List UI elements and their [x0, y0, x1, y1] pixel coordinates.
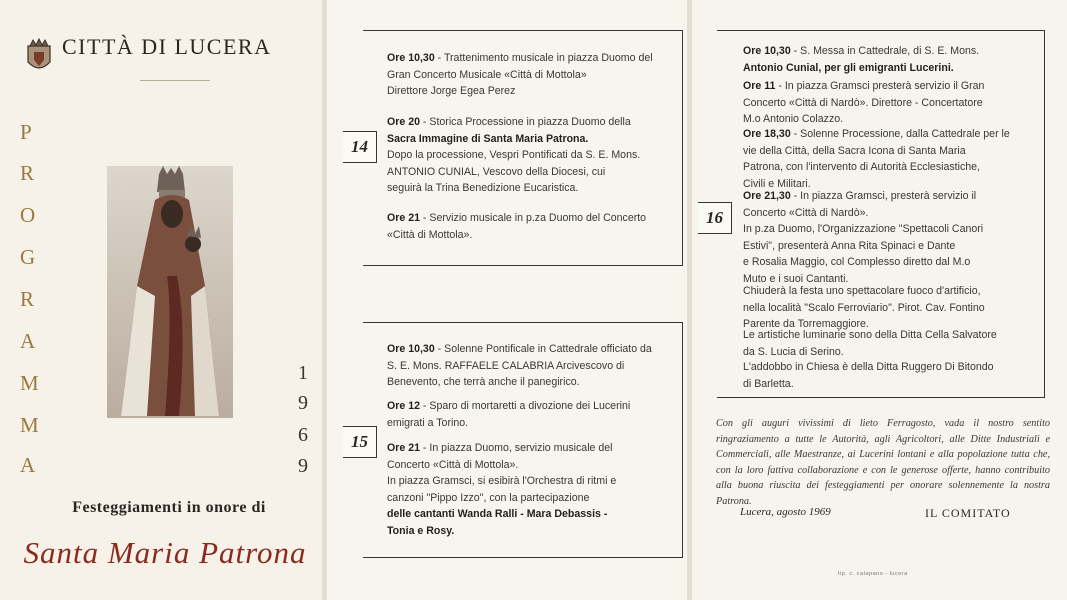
- event-text: - Servizio musicale in p.za Duomo del Concerto: [419, 212, 647, 224]
- title-divider: [140, 80, 210, 81]
- vertical-letter: O: [20, 203, 36, 227]
- festivities-line: Festeggiamenti in onore di: [72, 499, 266, 516]
- day-16-tab: 16: [698, 202, 732, 234]
- event-text: - In piazza Gramsci presterà servizio il Gran: [775, 80, 985, 92]
- event-line: Antonio Cunial, per gli emigranti Lucerini.: [743, 61, 954, 74]
- thanks-paragraph: Con gli auguri vivissimi di lieto Ferragosto, vada il nostro sentito ringraziamento a tutte le Autorità, agli Agricoltori, alle Ditte Industriali e Commerciali, alle Maestranze, ai Lucerini lontani e alla popolazione tutta che, con la loro fattiva collaborazione e con le generose offerte, hanno contribuito alla buona riuscita dei festeggiamenti per onorare solennemente la nostra Patrona.: [716, 418, 1050, 507]
- event-line: Gran Concerto Musicale «Città di Mottola»: [387, 68, 587, 81]
- event-line: Concerto «Città di Nardò».: [743, 206, 869, 219]
- vertical-letter: R: [20, 287, 35, 311]
- event-line: Benevento, che terrà anche il panegirico.: [387, 376, 580, 388]
- event-line: Estivi", presenterà Anna Rita Spinaci e Dante: [743, 239, 956, 252]
- cover-panel: [0, 0, 322, 600]
- event-14-20: [387, 114, 677, 197]
- event-line: seguirà la Trina Benedizione Eucaristica.: [387, 182, 579, 194]
- day-15-tab: 15: [343, 426, 377, 458]
- event-line: Muto e i suoi Cantanti.: [743, 272, 849, 285]
- event-line: In piazza Gramsci, si esibirà l'Orchestra di ritmi e: [387, 475, 617, 487]
- event-line: ANTONIO CUNIAL, Vescovo della Diocesi, cui: [387, 165, 606, 178]
- event-line: Concerto «Città di Mottola».: [387, 458, 519, 471]
- event-15-1030: [387, 341, 677, 391]
- event-line: emigrati a Torino.: [387, 416, 469, 429]
- event-line: S. E. Mons. RAFFAELE CALABRIA Arcivescovo di: [387, 359, 625, 372]
- patron-title: Santa Maria Patrona: [23, 535, 307, 570]
- event-16-11: [743, 78, 1043, 128]
- vertical-letter: A: [20, 329, 36, 353]
- event-line: M.o Antonio Colazzo.: [743, 113, 844, 125]
- event-time: Ore 21,30: [743, 190, 791, 202]
- vertical-letter: M: [20, 371, 39, 395]
- event-14-1030: [387, 50, 677, 100]
- note-line: Le artistiche luminarie sono della Ditta Cella Salvatore: [743, 329, 997, 341]
- event-time: Ore 18,30: [743, 128, 791, 140]
- event-text: - In piazza Duomo, servizio musicale del: [419, 442, 613, 454]
- event-line: Sacra Immagine di Santa Maria Patrona.: [387, 132, 589, 145]
- event-line: Tonia e Rosy.: [387, 524, 455, 537]
- event-line: In p.za Duomo, l'Organizzazione "Spettacoli Canori: [743, 223, 984, 235]
- days-14-15-panel: [327, 0, 687, 600]
- day-14-tab: 14: [343, 131, 377, 163]
- event-text: - Sparo di mortaretti a divozione dei Lucerini: [419, 400, 631, 412]
- vertical-letter: P: [20, 120, 32, 144]
- city-title: CITTÀ DI LUCERA: [62, 34, 272, 59]
- vertical-letter: A: [20, 453, 36, 477]
- madonna-image: [107, 166, 233, 418]
- event-16-1030: [743, 43, 1043, 76]
- note-line: L'addobbo in Chiesa è della Ditta Ruggero Di Bitondo: [743, 361, 994, 373]
- city-crest-icon: [24, 36, 54, 76]
- vertical-letter: R: [20, 161, 35, 185]
- vertical-letter: M: [20, 413, 39, 437]
- event-line: delle cantanti Wanda Ralli - Mara Debassis -: [387, 508, 608, 520]
- event-text: - S. Messa in Cattedrale, di S. E. Mons.: [790, 45, 980, 57]
- event-15-12: [387, 398, 677, 431]
- event-line: Direttore Jorge Egea Perez: [387, 85, 516, 97]
- year-digit: 1: [298, 362, 308, 384]
- event-text: - Storica Processione in piazza Duomo della: [419, 116, 631, 128]
- event-line: Patrona, con l'intervento di Autorità Ecclesiastiche,: [743, 161, 980, 173]
- event-time: Ore 20: [387, 116, 420, 128]
- event-time: Ore 12: [387, 400, 420, 412]
- event-line: vie della Città, della Sacra Icona di Santa Maria: [743, 144, 966, 157]
- event-line: canzoni "Pippo Izzo", con la partecipazione: [387, 491, 590, 504]
- place-date: Lucera, agosto 1969: [740, 506, 831, 518]
- vertical-letter: G: [20, 245, 36, 269]
- note-line: Parente da Torremaggiore.: [743, 318, 869, 330]
- year-digit: 9: [298, 455, 308, 477]
- event-16-2130: [743, 188, 1043, 287]
- year-digit: 9: [298, 392, 308, 414]
- event-15-21: [387, 440, 677, 539]
- decoration-note: [743, 359, 1043, 392]
- event-line: Civili e Militari.: [743, 177, 811, 190]
- note-line: da S. Lucia di Serino.: [743, 345, 844, 358]
- event-text: - Trattenimento musicale in piazza Duomo del: [434, 52, 653, 64]
- event-16-1830: [743, 126, 1043, 192]
- event-line: e Rosalia Maggio, col Complesso diretto dal M.o: [743, 256, 971, 268]
- note-line: nella località "Scalo Ferroviario". Pirot. Cav. Fontino: [743, 301, 985, 314]
- year-digit: 6: [298, 424, 308, 446]
- note-line: di Barletta.: [743, 377, 794, 390]
- committee-signature: IL COMITATO: [925, 506, 1011, 520]
- note-line: Chiuderà la festa uno spettacolare fuoco d'artificio,: [743, 285, 981, 297]
- event-text: - Solenne Pontificale in Cattedrale officiato da: [434, 343, 652, 355]
- event-line: Concerto «Città di Nardò». Direttore - Concertatore: [743, 96, 983, 109]
- event-time: Ore 11: [743, 80, 776, 92]
- event-time: Ore 10,30: [743, 45, 791, 57]
- lights-note: [743, 327, 1043, 360]
- event-14-21: [387, 210, 677, 243]
- event-time: Ore 21: [387, 212, 420, 224]
- event-line: Dopo la processione, Vespri Pontificati da S. E. Mons.: [387, 149, 641, 161]
- fireworks-note: [743, 283, 1043, 333]
- printer-credit: tip. c. catapano - lucera: [838, 571, 908, 577]
- event-text: - Solenne Processione, dalla Cattedrale per le: [790, 128, 1010, 140]
- event-time: Ore 10,30: [387, 52, 435, 64]
- event-line: «Città di Mottola».: [387, 228, 473, 241]
- event-time: Ore 10,30: [387, 343, 435, 355]
- event-time: Ore 21: [387, 442, 420, 454]
- event-text: - In piazza Gramsci, presterà servizio il: [790, 190, 977, 202]
